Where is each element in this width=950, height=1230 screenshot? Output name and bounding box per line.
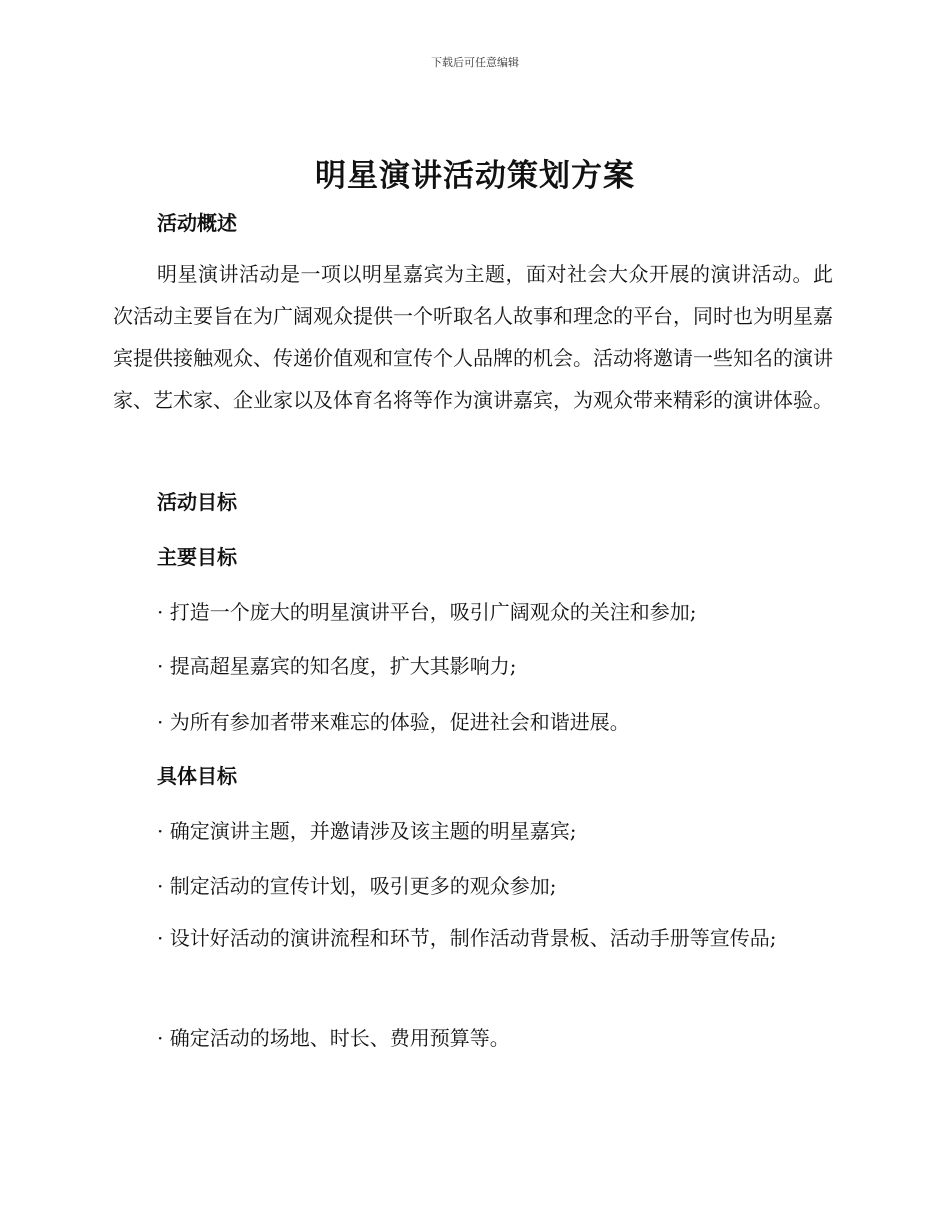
main-goal-item: · 为所有参加者带来难忘的体验，促进社会和谐进展。: [157, 710, 630, 734]
overview-paragraph: 明星演讲活动是一项以明星嘉宾为主题，面对社会大众开展的演讲活动。此次活动主要旨在为广阔观众提供一个听取名人故事和理念的平台，同时也为明星嘉宾提供接触观众、传递价值观和宣传个人品牌的机会。活动将邀请一些知名的演讲家、艺术家、企业家以及体育名将等作为演讲嘉宾，为观众带来精彩的演讲体验。: [113, 262, 833, 412]
header-note: 下载后可任意编辑: [431, 56, 519, 69]
specific-goal-item: · 确定活动的场地、时长、费用预算等。: [157, 1026, 510, 1050]
specific-goal-item: · 制定活动的宣传计划，吸引更多的观众参加;: [157, 874, 557, 898]
document-title: 明星演讲活动策划方案: [315, 158, 635, 194]
main-goal-item: · 提高超星嘉宾的知名度，扩大其影响力;: [157, 654, 517, 678]
section-heading-overview: 活动概述: [157, 211, 237, 235]
specific-goal-item: · 设计好活动的演讲流程和环节，制作活动背景板、活动手册等宣传品;: [157, 926, 777, 950]
section-heading-specific-goals: 具体目标: [157, 764, 237, 788]
main-goal-item: · 打造一个庞大的明星演讲平台，吸引广阔观众的关注和参加;: [157, 600, 697, 624]
section-heading-main-goals: 主要目标: [157, 545, 237, 569]
section-heading-goals: 活动目标: [157, 490, 237, 514]
specific-goal-item: · 确定演讲主题，并邀请涉及该主题的明星嘉宾;: [157, 819, 577, 843]
